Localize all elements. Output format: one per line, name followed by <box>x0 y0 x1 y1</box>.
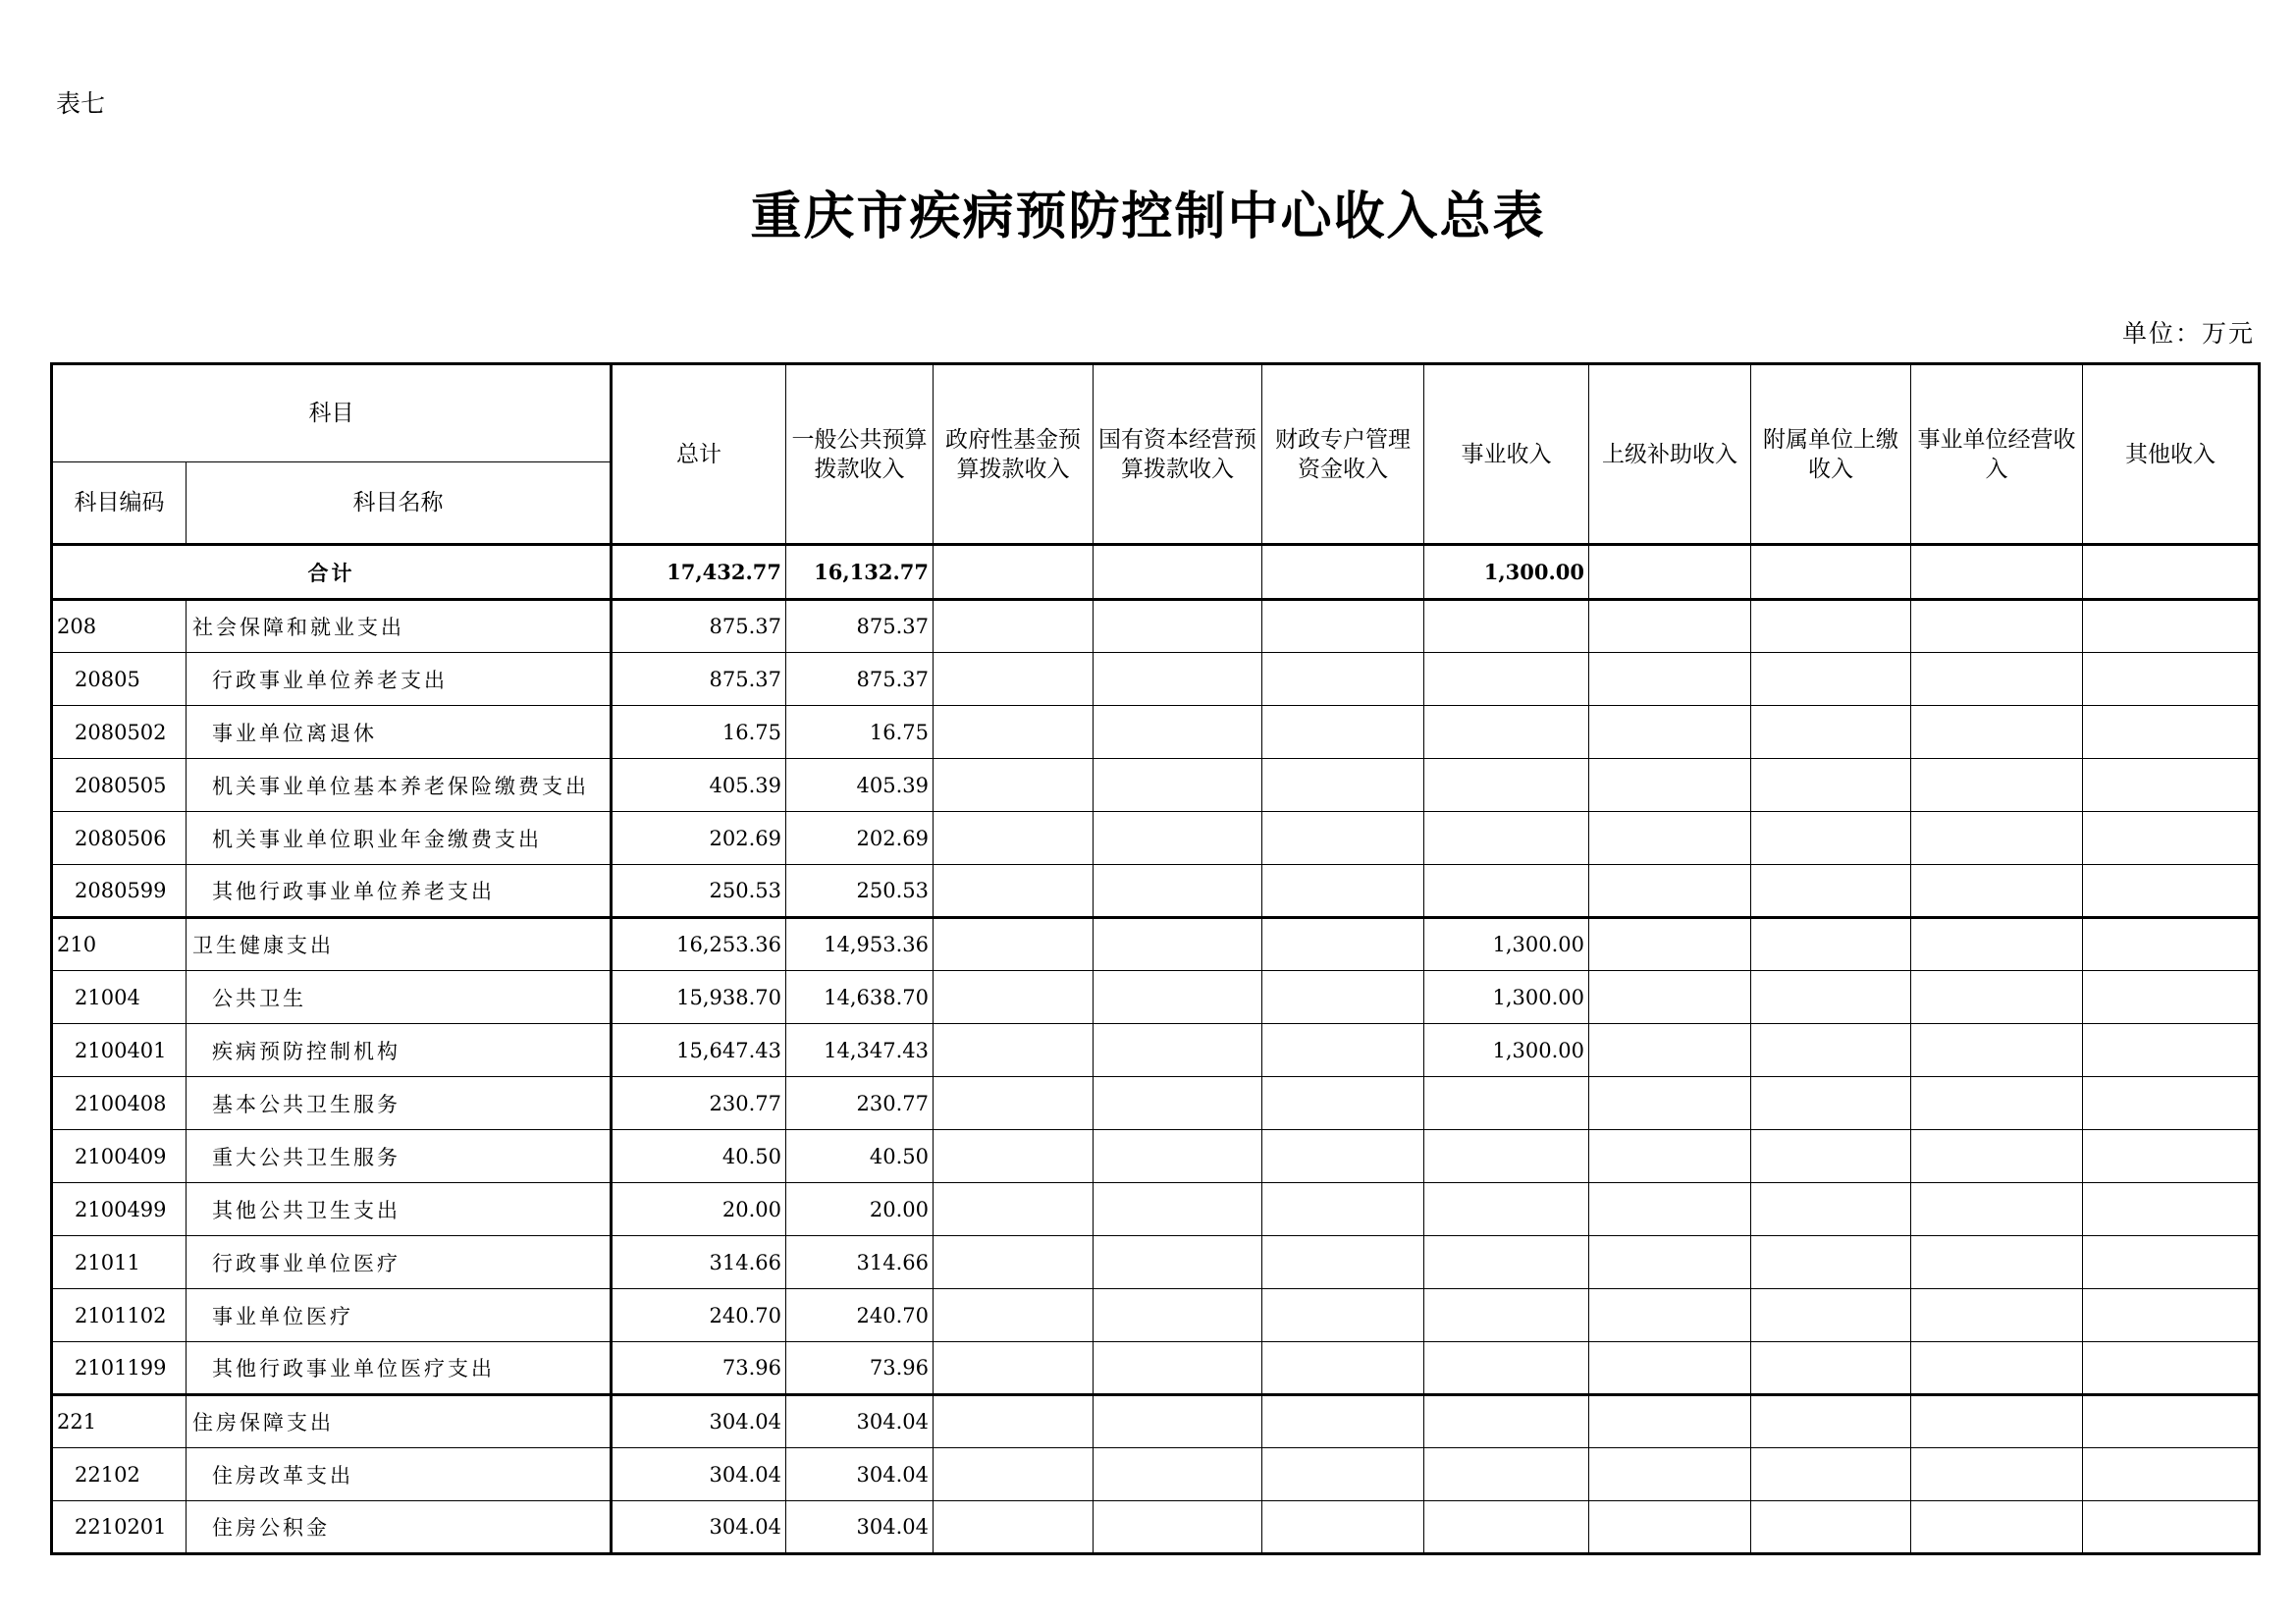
subject-name-cell: 机关事业单位基本养老保险缴费支出 <box>187 759 612 812</box>
subject-name-cell: 公共卫生 <box>187 971 612 1024</box>
fiscal-special-cell <box>1262 1448 1424 1501</box>
total-cell: 40.50 <box>612 1130 786 1183</box>
header-state-capital: 国有资本经营预算拨款收入 <box>1094 364 1262 545</box>
general-budget-cell: 14,953.36 <box>786 918 934 971</box>
business-income-cell <box>1424 1289 1589 1342</box>
other-income-cell <box>2083 759 2260 812</box>
header-subject-name: 科目名称 <box>187 462 612 545</box>
fiscal-special-cell <box>1262 759 1424 812</box>
affiliated-units-cell <box>1751 600 1911 653</box>
superior-subsidy-cell <box>1589 1130 1751 1183</box>
subject-code-cell: 208 <box>52 600 187 653</box>
total-cell-business-income: 1,300.00 <box>1424 545 1589 600</box>
operating-income-cell <box>1911 812 2083 865</box>
general-budget-cell: 202.69 <box>786 812 934 865</box>
operating-income-cell <box>1911 1183 2083 1236</box>
total-cell: 230.77 <box>612 1077 786 1130</box>
general-budget-cell: 14,638.70 <box>786 971 934 1024</box>
business-income-cell <box>1424 1501 1589 1554</box>
superior-subsidy-cell <box>1589 1501 1751 1554</box>
gov-fund-cell <box>934 1024 1094 1077</box>
subject-name-cell: 疾病预防控制机构 <box>187 1024 612 1077</box>
subject-code-cell: 21004 <box>52 971 187 1024</box>
other-income-cell <box>2083 1077 2260 1130</box>
affiliated-units-cell <box>1751 971 1911 1024</box>
total-cell-affiliated-units <box>1751 545 1911 600</box>
superior-subsidy-cell <box>1589 759 1751 812</box>
gov-fund-cell <box>934 1130 1094 1183</box>
total-cell: 304.04 <box>612 1395 786 1448</box>
business-income-cell <box>1424 1077 1589 1130</box>
state-capital-cell <box>1094 600 1262 653</box>
gov-fund-cell <box>934 1395 1094 1448</box>
gov-fund-cell <box>934 971 1094 1024</box>
general-budget-cell: 304.04 <box>786 1448 934 1501</box>
total-cell: 405.39 <box>612 759 786 812</box>
operating-income-cell <box>1911 706 2083 759</box>
affiliated-units-cell <box>1751 1448 1911 1501</box>
business-income-cell <box>1424 1342 1589 1395</box>
operating-income-cell <box>1911 971 2083 1024</box>
fiscal-special-cell <box>1262 706 1424 759</box>
operating-income-cell <box>1911 653 2083 706</box>
subject-code-cell: 221 <box>52 1395 187 1448</box>
operating-income-cell <box>1911 1130 2083 1183</box>
table-row <box>52 1024 2260 1077</box>
operating-income-cell <box>1911 1077 2083 1130</box>
state-capital-cell <box>1094 1024 1262 1077</box>
fiscal-special-cell <box>1262 1130 1424 1183</box>
header-other-income: 其他收入 <box>2083 364 2260 545</box>
subject-name-cell: 其他行政事业单位医疗支出 <box>187 1342 612 1395</box>
other-income-cell <box>2083 812 2260 865</box>
table-row <box>52 1448 2260 1501</box>
operating-income-cell <box>1911 1448 2083 1501</box>
superior-subsidy-cell <box>1589 812 1751 865</box>
total-cell: 240.70 <box>612 1289 786 1342</box>
state-capital-cell <box>1094 1448 1262 1501</box>
total-cell-superior-subsidy <box>1589 545 1751 600</box>
superior-subsidy-cell <box>1589 1395 1751 1448</box>
gov-fund-cell <box>934 759 1094 812</box>
gov-fund-cell <box>934 1448 1094 1501</box>
other-income-cell <box>2083 1395 2260 1448</box>
general-budget-cell: 73.96 <box>786 1342 934 1395</box>
operating-income-cell <box>1911 1501 2083 1554</box>
total-cell: 314.66 <box>612 1236 786 1289</box>
fiscal-special-cell <box>1262 1501 1424 1554</box>
affiliated-units-cell <box>1751 653 1911 706</box>
total-cell: 250.53 <box>612 865 786 918</box>
table-row <box>52 706 2260 759</box>
affiliated-units-cell <box>1751 1130 1911 1183</box>
total-cell: 73.96 <box>612 1342 786 1395</box>
other-income-cell <box>2083 600 2260 653</box>
table-row <box>52 1077 2260 1130</box>
subject-name-cell: 行政事业单位医疗 <box>187 1236 612 1289</box>
subject-code-cell: 2100409 <box>52 1130 187 1183</box>
state-capital-cell <box>1094 1077 1262 1130</box>
header-gov-fund: 政府性基金预算拨款收入 <box>934 364 1094 545</box>
general-budget-cell: 230.77 <box>786 1077 934 1130</box>
superior-subsidy-cell <box>1589 1077 1751 1130</box>
business-income-cell: 1,300.00 <box>1424 1024 1589 1077</box>
subject-name-cell: 其他行政事业单位养老支出 <box>187 865 612 918</box>
operating-income-cell <box>1911 600 2083 653</box>
superior-subsidy-cell <box>1589 1448 1751 1501</box>
table-row <box>52 1342 2260 1395</box>
header-subject-group: 科目 <box>52 364 612 462</box>
subject-code-cell: 2100408 <box>52 1077 187 1130</box>
gov-fund-cell <box>934 865 1094 918</box>
fiscal-special-cell <box>1262 653 1424 706</box>
other-income-cell <box>2083 1342 2260 1395</box>
state-capital-cell <box>1094 865 1262 918</box>
table-row <box>52 759 2260 812</box>
total-cell-other-income <box>2083 545 2260 600</box>
subject-code-cell: 2101102 <box>52 1289 187 1342</box>
state-capital-cell <box>1094 1183 1262 1236</box>
affiliated-units-cell <box>1751 1289 1911 1342</box>
gov-fund-cell <box>934 706 1094 759</box>
subject-code-cell: 2100401 <box>52 1024 187 1077</box>
gov-fund-cell <box>934 1289 1094 1342</box>
state-capital-cell <box>1094 706 1262 759</box>
subject-code-cell: 20805 <box>52 653 187 706</box>
other-income-cell <box>2083 1448 2260 1501</box>
subject-name-cell: 住房保障支出 <box>187 1395 612 1448</box>
other-income-cell <box>2083 1236 2260 1289</box>
fiscal-special-cell <box>1262 1395 1424 1448</box>
subject-code-cell: 2080506 <box>52 812 187 865</box>
superior-subsidy-cell <box>1589 971 1751 1024</box>
fiscal-special-cell <box>1262 1342 1424 1395</box>
business-income-cell: 1,300.00 <box>1424 918 1589 971</box>
superior-subsidy-cell <box>1589 706 1751 759</box>
business-income-cell <box>1424 706 1589 759</box>
gov-fund-cell <box>934 600 1094 653</box>
state-capital-cell <box>1094 971 1262 1024</box>
subject-name-cell: 住房改革支出 <box>187 1448 612 1501</box>
table-row <box>52 1501 2260 1554</box>
business-income-cell <box>1424 759 1589 812</box>
subject-name-cell: 重大公共卫生服务 <box>187 1130 612 1183</box>
total-cell-gov-fund <box>934 545 1094 600</box>
header-operating-income: 事业单位经营收入 <box>1911 364 2083 545</box>
fiscal-special-cell <box>1262 971 1424 1024</box>
general-budget-cell: 20.00 <box>786 1183 934 1236</box>
affiliated-units-cell <box>1751 865 1911 918</box>
subject-code-cell: 2100499 <box>52 1183 187 1236</box>
fiscal-special-cell <box>1262 1183 1424 1236</box>
subject-code-cell: 2080505 <box>52 759 187 812</box>
other-income-cell <box>2083 918 2260 971</box>
general-budget-cell: 875.37 <box>786 653 934 706</box>
other-income-cell <box>2083 1501 2260 1554</box>
subject-name-cell: 住房公积金 <box>187 1501 612 1554</box>
total-row <box>52 545 2260 600</box>
total-cell-total: 17,432.77 <box>612 545 786 600</box>
table-row <box>52 600 2260 653</box>
total-cell-fiscal-special <box>1262 545 1424 600</box>
superior-subsidy-cell <box>1589 1289 1751 1342</box>
gov-fund-cell <box>934 1236 1094 1289</box>
business-income-cell <box>1424 653 1589 706</box>
business-income-cell <box>1424 1130 1589 1183</box>
affiliated-units-cell <box>1751 1077 1911 1130</box>
general-budget-cell: 304.04 <box>786 1395 934 1448</box>
state-capital-cell <box>1094 812 1262 865</box>
general-budget-cell: 250.53 <box>786 865 934 918</box>
general-budget-cell: 304.04 <box>786 1501 934 1554</box>
fiscal-special-cell <box>1262 1077 1424 1130</box>
total-cell-operating-income <box>1911 545 2083 600</box>
total-cell: 16.75 <box>612 706 786 759</box>
state-capital-cell <box>1094 1130 1262 1183</box>
header-business-income: 事业收入 <box>1424 364 1589 545</box>
other-income-cell <box>2083 971 2260 1024</box>
header-general-budget: 一般公共预算拨款收入 <box>786 364 934 545</box>
total-cell: 20.00 <box>612 1183 786 1236</box>
affiliated-units-cell <box>1751 1183 1911 1236</box>
general-budget-cell: 314.66 <box>786 1236 934 1289</box>
subject-name-cell: 机关事业单位职业年金缴费支出 <box>187 812 612 865</box>
state-capital-cell <box>1094 1342 1262 1395</box>
operating-income-cell <box>1911 759 2083 812</box>
gov-fund-cell <box>934 1501 1094 1554</box>
table-row <box>52 653 2260 706</box>
table-row <box>52 918 2260 971</box>
page-title: 重庆市疾病预防控制中心收入总表 <box>750 187 1546 246</box>
business-income-cell: 1,300.00 <box>1424 971 1589 1024</box>
general-budget-cell: 16.75 <box>786 706 934 759</box>
total-cell: 15,647.43 <box>612 1024 786 1077</box>
fiscal-special-cell <box>1262 865 1424 918</box>
general-budget-cell: 240.70 <box>786 1289 934 1342</box>
total-cell: 875.37 <box>612 653 786 706</box>
subject-code-cell: 2210201 <box>52 1501 187 1554</box>
table-row <box>52 1289 2260 1342</box>
fiscal-special-cell <box>1262 600 1424 653</box>
subject-name-cell: 基本公共卫生服务 <box>187 1077 612 1130</box>
total-cell: 304.04 <box>612 1501 786 1554</box>
table-row <box>52 971 2260 1024</box>
state-capital-cell <box>1094 1395 1262 1448</box>
affiliated-units-cell <box>1751 1342 1911 1395</box>
business-income-cell <box>1424 1395 1589 1448</box>
superior-subsidy-cell <box>1589 1236 1751 1289</box>
gov-fund-cell <box>934 1077 1094 1130</box>
table-row <box>52 1395 2260 1448</box>
operating-income-cell <box>1911 918 2083 971</box>
affiliated-units-cell <box>1751 1501 1911 1554</box>
other-income-cell <box>2083 1130 2260 1183</box>
superior-subsidy-cell <box>1589 600 1751 653</box>
fiscal-special-cell <box>1262 812 1424 865</box>
subject-name-cell: 行政事业单位养老支出 <box>187 653 612 706</box>
affiliated-units-cell <box>1751 812 1911 865</box>
fiscal-special-cell <box>1262 1236 1424 1289</box>
gov-fund-cell <box>934 653 1094 706</box>
state-capital-cell <box>1094 1236 1262 1289</box>
gov-fund-cell <box>934 918 1094 971</box>
fiscal-special-cell <box>1262 1024 1424 1077</box>
header-superior-subsidy: 上级补助收入 <box>1589 364 1751 545</box>
total-cell: 15,938.70 <box>612 971 786 1024</box>
subject-code-cell: 22102 <box>52 1448 187 1501</box>
operating-income-cell <box>1911 1395 2083 1448</box>
affiliated-units-cell <box>1751 759 1911 812</box>
header-fiscal-special: 财政专户管理资金收入 <box>1262 364 1424 545</box>
income-table <box>50 362 2261 1555</box>
business-income-cell <box>1424 1448 1589 1501</box>
table-row <box>52 1183 2260 1236</box>
subject-code-cell: 2080502 <box>52 706 187 759</box>
total-cell: 304.04 <box>612 1448 786 1501</box>
gov-fund-cell <box>934 812 1094 865</box>
general-budget-cell: 875.37 <box>786 600 934 653</box>
subject-name-cell: 事业单位医疗 <box>187 1289 612 1342</box>
header-subject-code: 科目编码 <box>52 462 187 545</box>
total-cell-general-budget: 16,132.77 <box>786 545 934 600</box>
total-cell: 875.37 <box>612 600 786 653</box>
operating-income-cell <box>1911 1024 2083 1077</box>
table-row <box>52 812 2260 865</box>
header-total: 总计 <box>612 364 786 545</box>
other-income-cell <box>2083 865 2260 918</box>
other-income-cell <box>2083 653 2260 706</box>
gov-fund-cell <box>934 1183 1094 1236</box>
superior-subsidy-cell <box>1589 1024 1751 1077</box>
fiscal-special-cell <box>1262 918 1424 971</box>
affiliated-units-cell <box>1751 706 1911 759</box>
affiliated-units-cell <box>1751 1024 1911 1077</box>
unit-label: 单位：万元 <box>2121 319 2255 348</box>
general-budget-cell: 40.50 <box>786 1130 934 1183</box>
subject-code-cell: 21011 <box>52 1236 187 1289</box>
superior-subsidy-cell <box>1589 1342 1751 1395</box>
operating-income-cell <box>1911 1236 2083 1289</box>
table-row <box>52 1130 2260 1183</box>
total-cell: 202.69 <box>612 812 786 865</box>
affiliated-units-cell <box>1751 918 1911 971</box>
business-income-cell <box>1424 865 1589 918</box>
fiscal-special-cell <box>1262 1289 1424 1342</box>
state-capital-cell <box>1094 1289 1262 1342</box>
subject-code-cell: 210 <box>52 918 187 971</box>
operating-income-cell <box>1911 1289 2083 1342</box>
header-affiliated-units: 附属单位上缴收入 <box>1751 364 1911 545</box>
operating-income-cell <box>1911 1342 2083 1395</box>
total-label: 合计 <box>52 545 612 600</box>
general-budget-cell: 14,347.43 <box>786 1024 934 1077</box>
superior-subsidy-cell <box>1589 653 1751 706</box>
subject-code-cell: 2101199 <box>52 1342 187 1395</box>
state-capital-cell <box>1094 653 1262 706</box>
superior-subsidy-cell <box>1589 865 1751 918</box>
state-capital-cell <box>1094 918 1262 971</box>
total-cell: 16,253.36 <box>612 918 786 971</box>
total-cell-state-capital <box>1094 545 1262 600</box>
table-row <box>52 865 2260 918</box>
other-income-cell <box>2083 706 2260 759</box>
superior-subsidy-cell <box>1589 1183 1751 1236</box>
other-income-cell <box>2083 1289 2260 1342</box>
operating-income-cell <box>1911 865 2083 918</box>
business-income-cell <box>1424 1183 1589 1236</box>
state-capital-cell <box>1094 1501 1262 1554</box>
subject-name-cell: 其他公共卫生支出 <box>187 1183 612 1236</box>
business-income-cell <box>1424 812 1589 865</box>
general-budget-cell: 405.39 <box>786 759 934 812</box>
business-income-cell <box>1424 600 1589 653</box>
gov-fund-cell <box>934 1342 1094 1395</box>
subject-name-cell: 卫生健康支出 <box>187 918 612 971</box>
subject-name-cell: 事业单位离退休 <box>187 706 612 759</box>
table-number: 表七 <box>56 89 106 118</box>
state-capital-cell <box>1094 759 1262 812</box>
subject-code-cell: 2080599 <box>52 865 187 918</box>
superior-subsidy-cell <box>1589 918 1751 971</box>
business-income-cell <box>1424 1236 1589 1289</box>
affiliated-units-cell <box>1751 1395 1911 1448</box>
table-row <box>52 1236 2260 1289</box>
other-income-cell <box>2083 1024 2260 1077</box>
subject-name-cell: 社会保障和就业支出 <box>187 600 612 653</box>
other-income-cell <box>2083 1183 2260 1236</box>
affiliated-units-cell <box>1751 1236 1911 1289</box>
